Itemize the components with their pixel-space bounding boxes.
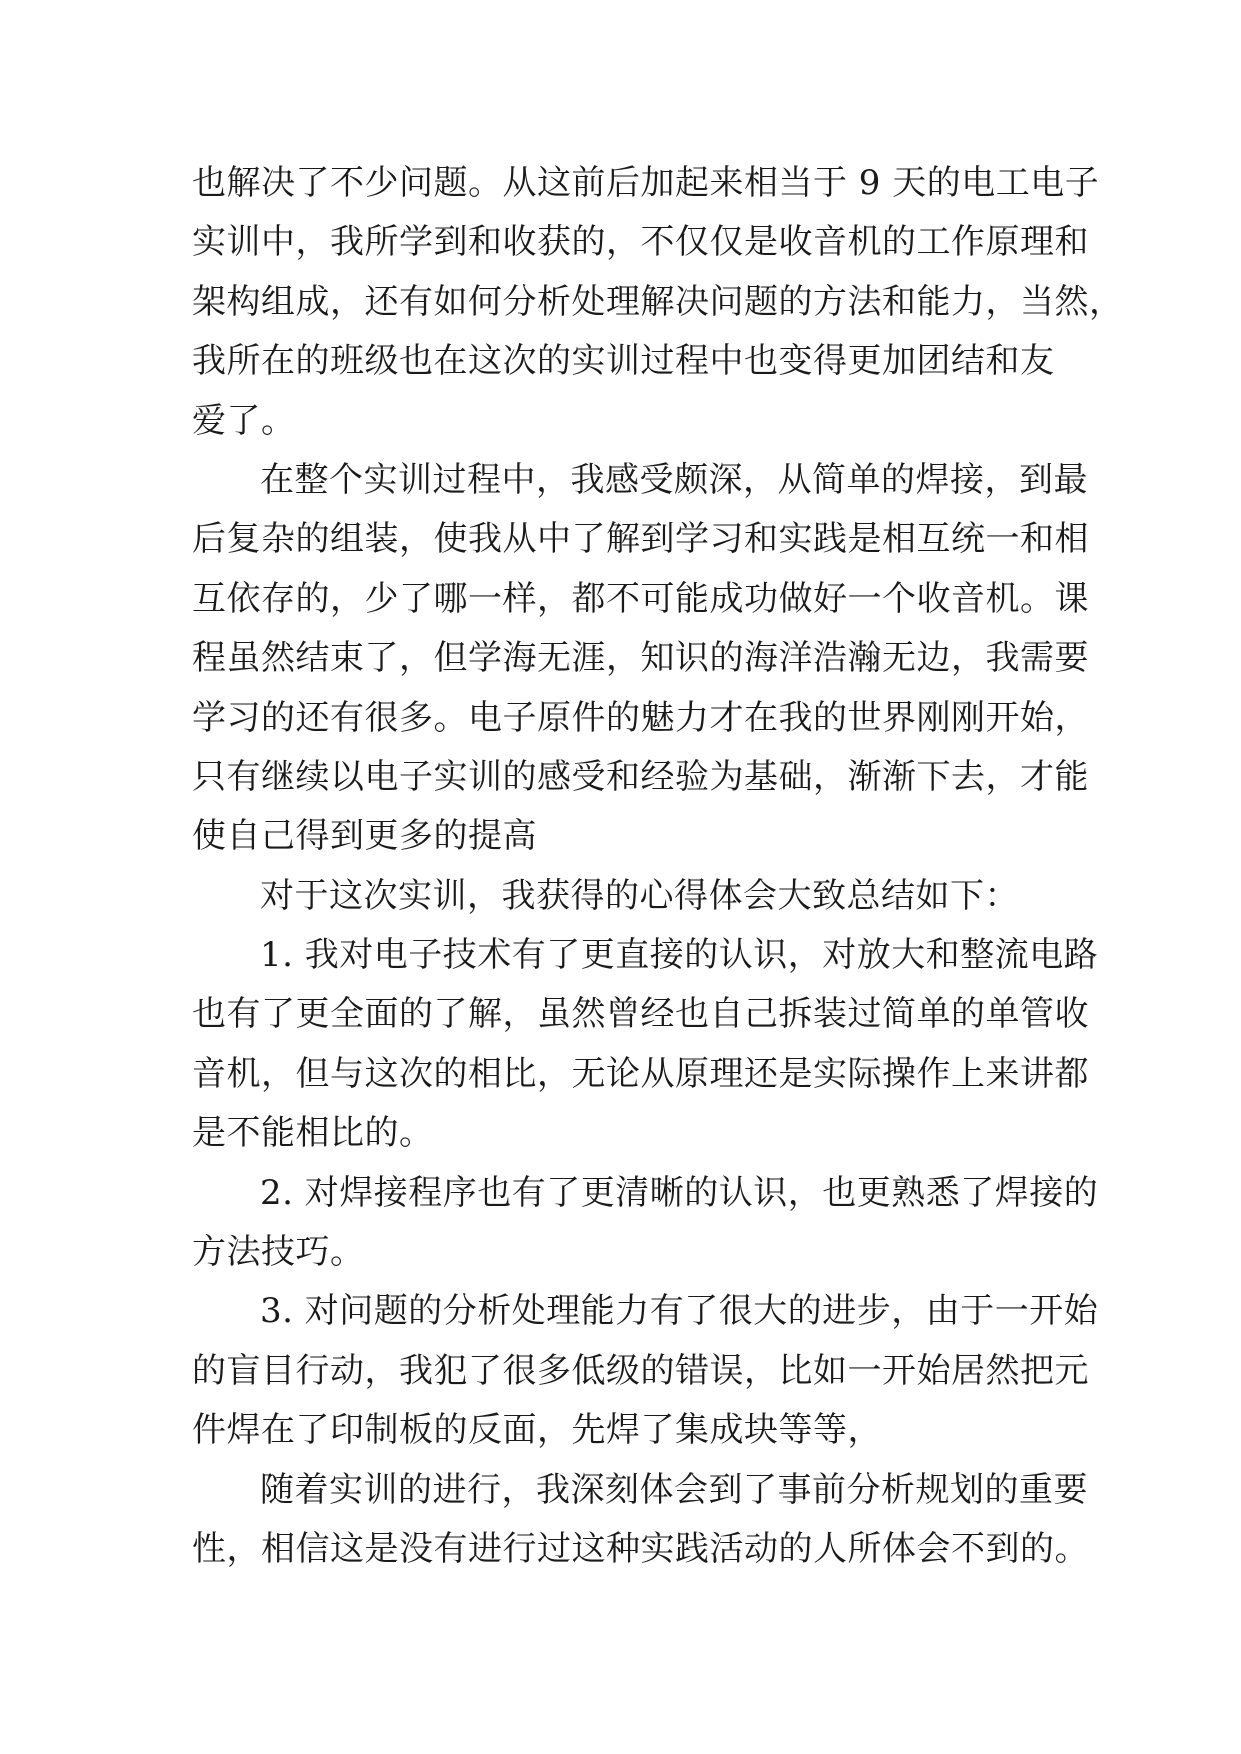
- text-line: 件焊在了印制板的反面，先焊了集成块等等，: [192, 1410, 882, 1451]
- document-body: [192, 154, 1124, 1579]
- text-line: 学习的还有很多。电子原件的魅力才在我的世界刚刚开始，: [192, 697, 1089, 738]
- text-line: 1. 我对电子技术有了更直接的认识，对放大和整流电路: [260, 935, 1099, 976]
- text-line: 程虽然结束了，但学海无涯，知识的海洋浩瀚无边，我需要: [192, 638, 1089, 679]
- text-line: 架构组成，还有如何分析处理解决问题的方法和能力，当然，: [192, 281, 1124, 322]
- text-line: 2. 对焊接程序也有了更清晰的认识，也更熟悉了焊接的: [260, 1172, 1099, 1213]
- text-line: 的盲目行动，我犯了很多低级的错误，比如一开始居然把元: [192, 1350, 1089, 1391]
- text-line: 在整个实训过程中，我感受颇深，从简单的焊接，到最: [260, 459, 1088, 500]
- text-line: 3. 对问题的分析处理能力有了很大的进步，由于一开始: [260, 1291, 1099, 1332]
- text-line: 爱了。: [192, 400, 296, 441]
- text-line: 也有了更全面的了解，虽然曾经也自己拆装过简单的单管收: [192, 994, 1089, 1035]
- text-line: 使自己得到更多的提高: [192, 816, 537, 857]
- text-line: 互依存的，少了哪一样，都不可能成功做好一个收音机。课: [192, 578, 1089, 619]
- text-line: 是不能相比的。: [192, 1113, 434, 1154]
- text-line: 音机，但与这次的相比，无论从原理还是实际操作上来讲都: [192, 1053, 1089, 1094]
- text-line: 对于这次实训，我获得的心得体会大致总结如下：: [260, 875, 1019, 916]
- text-line: 只有继续以电子实训的感受和经验为基础，渐渐下去，才能: [192, 756, 1089, 797]
- text-line: 随着实训的进行，我深刻体会到了事前分析规划的重要: [260, 1469, 1088, 1510]
- text-line: 性，相信这是没有进行过这种实践活动的人所体会不到的。: [192, 1528, 1089, 1569]
- text-line: 我所在的班级也在这次的实训过程中也变得更加团结和友: [192, 341, 1055, 382]
- text-line: 也解决了不少问题。从这前后加起来相当于 9 天的电工电子: [192, 163, 1100, 203]
- text-line: 后复杂的组装，使我从中了解到学习和实践是相互统一和相: [192, 519, 1089, 560]
- text-line: 实训中，我所学到和收获的，不仅仅是收音机的工作原理和: [192, 222, 1089, 263]
- text-line: 方法技巧。: [192, 1232, 365, 1273]
